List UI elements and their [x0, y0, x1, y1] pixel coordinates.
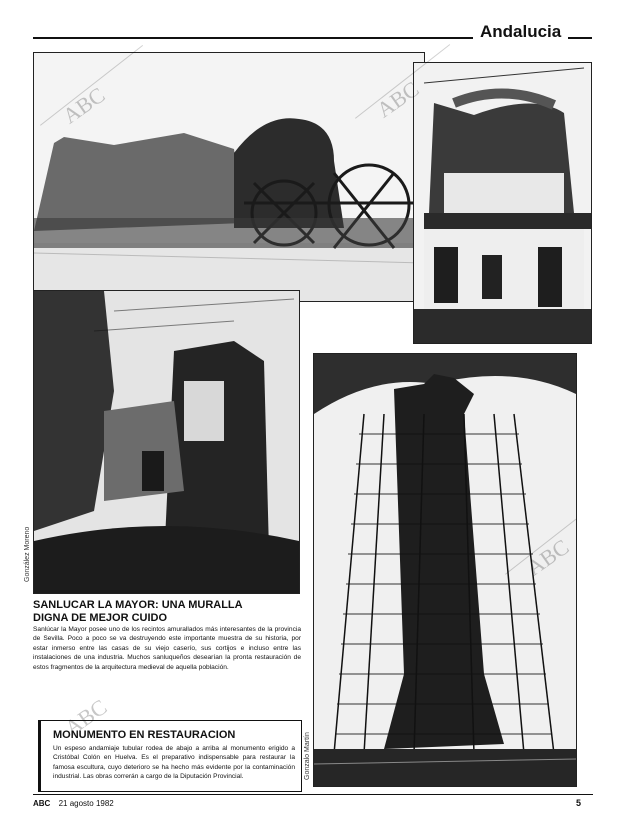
photo-tower-house — [413, 62, 592, 344]
page-number: 5 — [576, 798, 582, 808]
section-rule-right — [568, 37, 592, 39]
photo-credit-left: González Moreno — [24, 526, 31, 582]
footer-rule — [33, 794, 593, 795]
photo-wall-waterwheels — [33, 52, 425, 302]
footer-date: 21 agosto 1982 — [58, 799, 114, 808]
photo-monument-scaffolding — [313, 353, 577, 787]
footer-paper: ABC — [33, 799, 51, 808]
photo-wall-fragments — [33, 290, 300, 594]
footer-info — [33, 799, 114, 808]
photo-credit-right: Gonzalo Martín — [304, 732, 311, 780]
article-body: Sanlúcar la Mayor posee uno de los recintos amurallados más interesantes de la provincia de Sevilla. Poco a poco se va destruyendo este importante muestra de su historia, por estar inmerso entre las casas de su viejo caserío, sus cortijos e incluso entre las instalaciones de una industria. Muchos sanluqueños desearían la pronta restauración de estos fragmentos de la arquitectura medieval de aquella población. — [33, 626, 301, 671]
watermark-abc: ABC — [60, 694, 112, 741]
caption-box-body: Un espeso andamiaje tubular rodea de abajo a arriba al monumento erigido a Cristóbal Colón en Huelva. Es el preparativo indispensable para restaurar la famosa escultura, cuyo deterioro se ha hecho más evidente por la contaminación industrial. Las obras correrán a cargo de la Diputación Provincial. — [53, 745, 295, 781]
watermark-abc: ABC — [58, 82, 110, 129]
article-headline — [33, 599, 303, 625]
watermark-abc: ABC — [372, 76, 424, 123]
article-headline-line1: SANLUCAR LA MAYOR: UNA MURALLA — [33, 599, 243, 611]
caption-box-title: MONUMENTO EN RESTAURACION — [53, 729, 236, 741]
article-headline-line2: DIGNA DE MEJOR CUIDO — [33, 612, 168, 624]
watermark-abc: ABC — [522, 534, 574, 581]
section-rule — [33, 37, 473, 39]
section-title: Andalucia — [480, 22, 562, 41]
